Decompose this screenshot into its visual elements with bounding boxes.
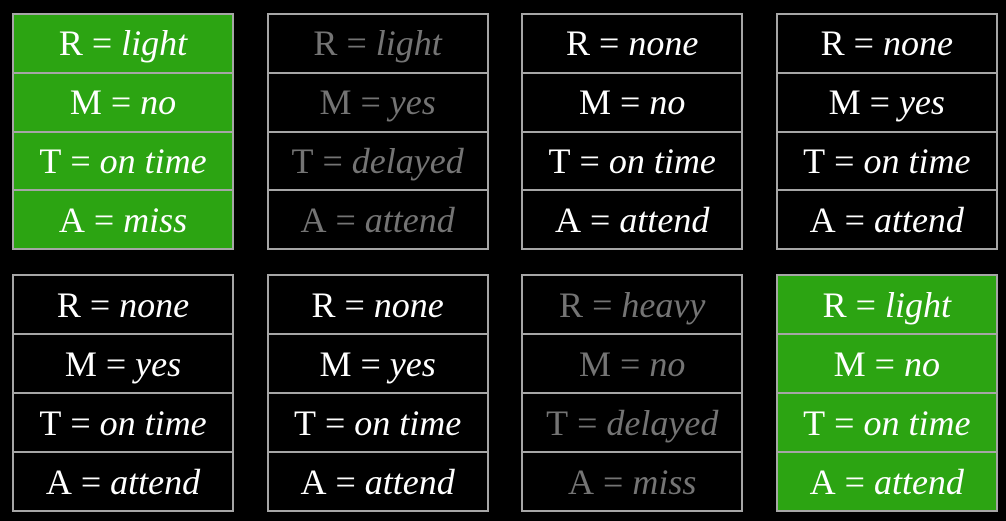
assignment-row xyxy=(778,15,996,72)
equals-sign: = xyxy=(335,199,356,240)
variable-name: M xyxy=(319,82,352,123)
variable-name: M xyxy=(579,343,612,384)
variable-value: on time xyxy=(863,402,971,443)
variable-name: T xyxy=(548,140,571,181)
assignment-row xyxy=(14,189,232,248)
variable-value: no xyxy=(903,343,940,384)
equals-sign: = xyxy=(93,199,115,240)
equals-sign: = xyxy=(620,343,641,384)
variable-name: A xyxy=(300,199,327,240)
variable-name: T xyxy=(291,140,314,181)
equals-sign: = xyxy=(853,23,874,64)
variable-name: M xyxy=(64,343,97,384)
assignment-row xyxy=(523,131,741,190)
assignment-row xyxy=(523,451,741,510)
variable-value: attend xyxy=(873,461,964,502)
variable-name: M xyxy=(833,343,866,384)
variable-name: A xyxy=(568,461,595,502)
assignment-row xyxy=(269,189,487,248)
variable-name: M xyxy=(319,343,352,384)
variable-name: T xyxy=(293,402,316,443)
assignment-row xyxy=(269,451,487,510)
variable-value: on time xyxy=(608,140,716,181)
equals-sign: = xyxy=(834,140,855,181)
variable-value: light xyxy=(375,23,442,64)
variable-name: T xyxy=(39,140,62,181)
assignment-row xyxy=(269,392,487,451)
variable-value: heavy xyxy=(621,284,706,325)
variable-name: A xyxy=(809,199,836,240)
equals-sign: = xyxy=(577,402,598,443)
equals-sign: = xyxy=(324,402,346,443)
assignment-row xyxy=(523,276,741,333)
assignment-row xyxy=(523,392,741,451)
equals-sign: = xyxy=(80,461,102,502)
assignment-card xyxy=(267,274,489,512)
assignment-card xyxy=(521,274,743,512)
assignment-row xyxy=(778,451,996,510)
variable-name: R xyxy=(313,23,338,64)
assignment-card xyxy=(521,13,743,250)
equals-sign: = xyxy=(91,23,113,64)
variable-value: no xyxy=(649,82,686,123)
assignment-row xyxy=(778,276,996,333)
equals-sign: = xyxy=(360,343,381,384)
equals-sign: = xyxy=(869,82,890,123)
variable-name: A xyxy=(58,199,85,240)
variable-name: M xyxy=(69,82,102,123)
assignment-card xyxy=(776,13,998,250)
variable-value: yes xyxy=(898,82,945,123)
variable-name: A xyxy=(809,461,836,502)
assignment-row xyxy=(778,131,996,190)
variable-name: T xyxy=(803,140,826,181)
variable-value: none xyxy=(373,284,444,325)
variable-value: miss xyxy=(123,199,188,240)
equals-sign: = xyxy=(110,82,132,123)
variable-name: R xyxy=(820,23,845,64)
equals-sign: = xyxy=(89,284,111,325)
equals-sign: = xyxy=(579,140,600,181)
variable-value: attend xyxy=(364,199,455,240)
variable-value: no xyxy=(649,343,686,384)
assignment-row xyxy=(14,131,232,190)
variable-name: M xyxy=(579,82,612,123)
equals-sign: = xyxy=(844,199,865,240)
equals-sign: = xyxy=(855,284,876,325)
assignment-row xyxy=(778,392,996,451)
variable-name: T xyxy=(546,402,569,443)
equals-sign: = xyxy=(70,402,91,443)
equals-sign: = xyxy=(344,284,365,325)
equals-sign: = xyxy=(105,343,127,384)
assignment-card xyxy=(12,13,234,250)
assignment-row xyxy=(269,276,487,333)
assignment-row xyxy=(14,15,232,72)
assignment-row xyxy=(778,72,996,131)
variable-name: M xyxy=(828,82,861,123)
assignment-card xyxy=(267,13,489,250)
variable-name: R xyxy=(822,284,847,325)
variable-name: A xyxy=(300,461,327,502)
variable-name: A xyxy=(555,199,582,240)
variable-value: attend xyxy=(110,461,201,502)
variable-name: R xyxy=(56,284,81,325)
equals-sign: = xyxy=(360,82,381,123)
variable-value: none xyxy=(119,284,190,325)
assignment-row xyxy=(269,15,487,72)
assignment-row xyxy=(778,189,996,248)
equals-sign: = xyxy=(70,140,91,181)
variable-value: no xyxy=(140,82,177,123)
variable-value: on time xyxy=(863,140,971,181)
variable-name: R xyxy=(311,284,336,325)
variable-value: none xyxy=(628,23,699,64)
variable-name: T xyxy=(39,402,62,443)
assignment-row xyxy=(14,276,232,333)
variable-value: delayed xyxy=(606,402,719,443)
assignment-row xyxy=(778,333,996,392)
variable-value: attend xyxy=(364,461,455,502)
variable-value: light xyxy=(121,23,188,64)
variable-value: yes xyxy=(135,343,182,384)
variable-value: yes xyxy=(389,343,436,384)
variable-value: miss xyxy=(632,461,697,502)
assignment-card xyxy=(776,274,998,512)
variable-value: yes xyxy=(389,82,436,123)
variable-value: on time xyxy=(99,402,207,443)
assignment-row xyxy=(523,72,741,131)
equals-sign: = xyxy=(592,284,613,325)
assignment-row xyxy=(14,392,232,451)
assignment-row xyxy=(269,72,487,131)
variable-value: light xyxy=(884,284,951,325)
variable-value: delayed xyxy=(351,140,464,181)
variable-value: none xyxy=(882,23,953,64)
variable-name: R xyxy=(58,23,83,64)
equals-sign: = xyxy=(603,461,624,502)
assignment-row xyxy=(14,72,232,131)
equals-sign: = xyxy=(834,402,855,443)
variable-name: T xyxy=(803,402,826,443)
equals-sign: = xyxy=(322,140,343,181)
assignment-row xyxy=(14,333,232,392)
assignment-row xyxy=(523,15,741,72)
equals-sign: = xyxy=(620,82,641,123)
equals-sign: = xyxy=(346,23,367,64)
assignment-row xyxy=(269,333,487,392)
variable-value: attend xyxy=(619,199,710,240)
assignment-row xyxy=(269,131,487,190)
variable-value: on time xyxy=(99,140,207,181)
assignment-row xyxy=(14,451,232,510)
variable-value: on time xyxy=(354,402,462,443)
assignment-row xyxy=(523,189,741,248)
equals-sign: = xyxy=(599,23,620,64)
assignment-card xyxy=(12,274,234,512)
variable-name: R xyxy=(566,23,591,64)
equals-sign: = xyxy=(874,343,895,384)
equals-sign: = xyxy=(844,461,865,502)
variable-value: attend xyxy=(873,199,964,240)
variable-name: R xyxy=(559,284,584,325)
equals-sign: = xyxy=(335,461,356,502)
equals-sign: = xyxy=(590,199,611,240)
variable-name: A xyxy=(45,461,72,502)
assignment-row xyxy=(523,333,741,392)
